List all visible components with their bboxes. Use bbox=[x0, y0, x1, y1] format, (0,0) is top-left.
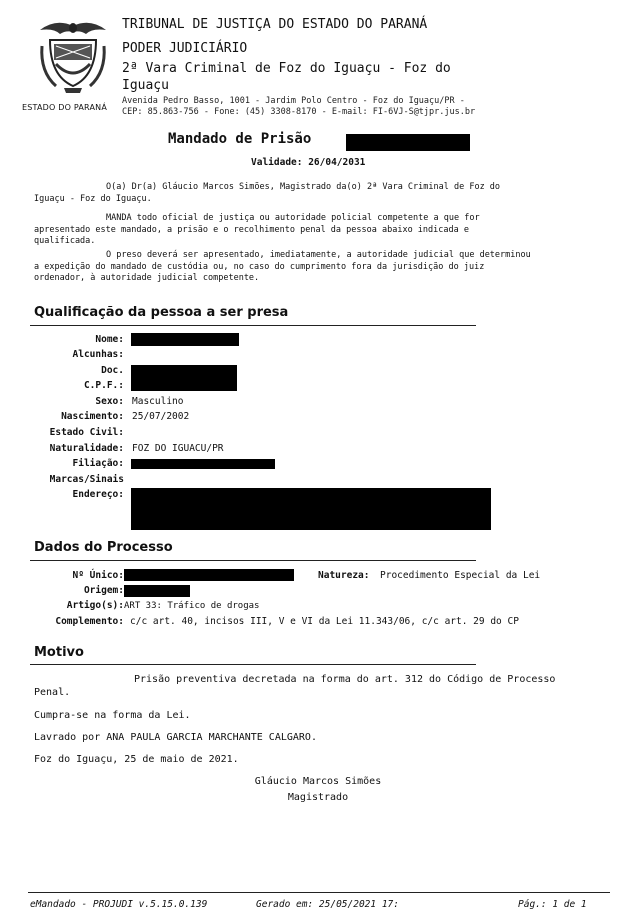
value-artigos: ART 33: Tráfico de drogas bbox=[124, 601, 260, 611]
signature-name: Gláucio Marcos Simões bbox=[254, 776, 382, 787]
parana-coat-of-arms-icon bbox=[36, 16, 110, 94]
label-filiacao: Filiação: bbox=[72, 458, 124, 469]
validity-date: Validade: 26/04/2031 bbox=[251, 157, 366, 168]
section-title-qualificacao: Qualificação da pessoa a ser presa bbox=[34, 305, 289, 320]
label-origem: Origem: bbox=[83, 585, 124, 596]
section-divider bbox=[30, 560, 476, 561]
section-divider bbox=[30, 325, 476, 326]
paragraph-order: MANDA todo oficial de justiça ou autoridade policial competente a que for apresentado este mandado, a prisão e o recolhimento penal da pessoa abaixo indicada e qualificada. bbox=[34, 213, 480, 246]
value-complemento: c/c art. 40, incisos III, V e VI da Lei 11.343/06, c/c art. 29 do CP bbox=[130, 616, 519, 627]
label-naturalidade: Naturalidade: bbox=[49, 443, 124, 454]
redacted-origin bbox=[124, 585, 190, 597]
value-sexo: Masculino bbox=[132, 396, 184, 407]
section-title-motivo: Motivo bbox=[34, 645, 84, 660]
redacted-name bbox=[131, 333, 239, 346]
footer-page: Pág.: 1 de 1 bbox=[518, 899, 587, 910]
label-natureza: Natureza: bbox=[318, 570, 370, 581]
redacted-address bbox=[131, 488, 491, 530]
redacted-process-number bbox=[124, 569, 294, 581]
motivo-text: Prisão preventiva decretada na forma do art. 312 do Código de Processo Penal. bbox=[34, 674, 556, 698]
branch-name: PODER JUDICIÁRIO bbox=[122, 41, 248, 56]
label-nome: Nome: bbox=[95, 334, 124, 345]
value-naturalidade: FOZ DO IGUACU/PR bbox=[132, 443, 224, 454]
label-complemento: Complemento: bbox=[55, 616, 124, 627]
document-title: Mandado de Prisão bbox=[168, 131, 312, 147]
label-estado-civil: Estado Civil: bbox=[49, 427, 124, 438]
paragraph-presentation: O preso deverá ser apresentado, imediatamente, a autoridade judicial que determinou a expedição do mandado de custódia ou, no caso do cumprimento fora da jurisdição do juiz ordenador, à autoridade judicial competente. bbox=[34, 250, 531, 283]
paragraph-magistrate: O(a) Dr(a) Gláucio Marcos Simões, Magistrado da(o) 2ª Vara Criminal de Foz do Iguaçu - Foz do Iguaçu. bbox=[34, 182, 501, 204]
signature-role: Magistrado bbox=[287, 792, 349, 803]
label-artigos: Artigo(s): bbox=[66, 600, 124, 611]
label-alcunhas: Alcunhas: bbox=[72, 349, 124, 360]
vara-name: 2ª Vara Criminal de Foz do Iguaçu - Foz do Iguaçu bbox=[122, 61, 451, 93]
motivo-lavrado-por: Lavrado por ANA PAULA GARCIA MARCHANTE CALGARO. bbox=[34, 732, 317, 743]
section-divider bbox=[30, 664, 476, 665]
redacted-warrant-number bbox=[346, 134, 470, 151]
label-numero-unico: Nº Único: bbox=[72, 570, 124, 581]
label-doc: Doc. bbox=[101, 365, 124, 376]
label-cpf: C.P.F.: bbox=[83, 380, 124, 391]
value-nascimento: 25/07/2002 bbox=[132, 411, 190, 422]
motivo-cumpra-se: Cumpra-se na forma da Lei. bbox=[34, 710, 191, 721]
label-marcas: Marcas/Sinais bbox=[49, 474, 124, 485]
footer-divider bbox=[28, 892, 610, 893]
emblem-caption: ESTADO DO PARANÁ bbox=[22, 103, 108, 112]
label-endereco: Endereço: bbox=[72, 489, 124, 500]
value-natureza: Procedimento Especial da Lei bbox=[380, 570, 541, 581]
motivo-local-data: Foz do Iguaçu, 25 de maio de 2021. bbox=[34, 754, 239, 765]
court-address: Avenida Pedro Basso, 1001 - Jardim Polo Centro - Foz do Iguaçu/PR - CEP: 85.863-756 - Fone: (45) 3308-8170 - E-mail: FI-6VJ-S@tjpr.jus.br bbox=[122, 96, 476, 117]
section-title-processo: Dados do Processo bbox=[34, 540, 173, 555]
label-sexo: Sexo: bbox=[95, 396, 124, 407]
redacted-filiation bbox=[131, 459, 275, 469]
footer-generated: Gerado em: 25/05/2021 17: bbox=[256, 899, 399, 910]
court-name: TRIBUNAL DE JUSTIÇA DO ESTADO DO PARANÁ bbox=[122, 17, 428, 32]
footer-system: eMandado - PROJUDI v.5.15.0.139 bbox=[30, 899, 208, 910]
label-nascimento: Nascimento: bbox=[61, 411, 124, 422]
redacted-document bbox=[131, 365, 237, 391]
